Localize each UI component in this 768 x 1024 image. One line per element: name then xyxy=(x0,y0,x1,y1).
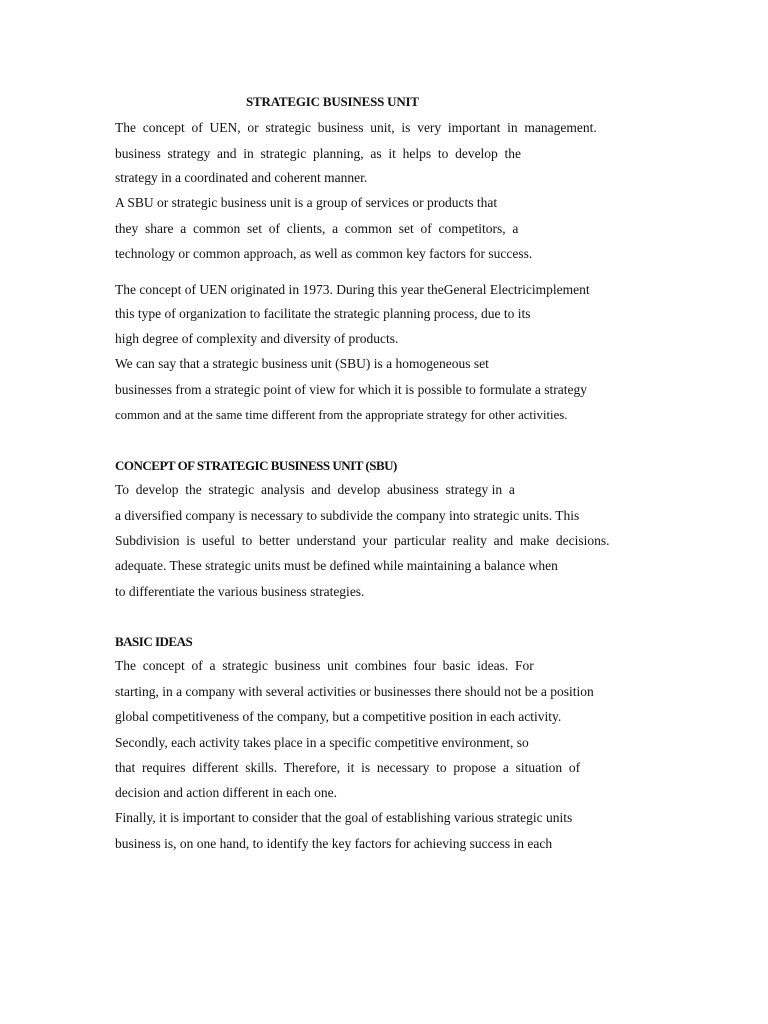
concept-line: adequate. These strategic units must be defined while maintaining a balance when xyxy=(115,558,558,573)
basic-line: global competitiveness of the company, but a competitive position in each activity. xyxy=(115,709,562,724)
section-heading-concept: CONCEPT OF STRATEGIC BUSINESS UNIT (SBU) xyxy=(115,458,397,473)
concept-line: Subdivision is useful to better understand your particular reality and make decisions. xyxy=(115,533,610,548)
intro-line: strategy in a coordinated and coherent manner. xyxy=(115,170,368,185)
origin-line: We can say that a strategic business unit (SBU) is a homogeneous set xyxy=(115,356,489,371)
basic-line: business is, on one hand, to identify the key factors for achieving success in each xyxy=(115,836,553,851)
page-title: STRATEGIC BUSINESS UNIT xyxy=(246,94,419,109)
intro-line: The concept of UEN, or strategic business unit, is very important in management. xyxy=(115,120,597,135)
basic-line: Secondly, each activity takes place in a specific competitive environment, so xyxy=(115,735,529,750)
concept-line: To develop the strategic analysis and develop abusiness strategy in a xyxy=(115,482,515,497)
basic-line: that requires different skills. Therefore, it is necessary to propose a situation of xyxy=(115,760,581,775)
concept-line: a diversified company is necessary to subdivide the company into strategic units. This xyxy=(115,508,580,523)
basic-line: decision and action different in each one. xyxy=(115,785,338,800)
origin-line: businesses from a strategic point of view for which it is possible to formulate a strategy xyxy=(115,382,588,397)
origin-line: common and at the same time different from the appropriate strategy for other activities. xyxy=(115,408,568,422)
intro-line: A SBU or strategic business unit is a group of services or products that xyxy=(115,195,498,210)
intro-line: business strategy and in strategic planning, as it helps to develop the xyxy=(115,146,522,161)
basic-line: Finally, it is important to consider that the goal of establishing various strategic units xyxy=(115,810,573,825)
section-heading-basic-ideas: BASIC IDEAS xyxy=(115,634,193,649)
basic-line: The concept of a strategic business unit combines four basic ideas. For xyxy=(115,658,534,673)
intro-line: they share a common set of clients, a common set of competitors, a xyxy=(115,221,519,236)
origin-line: high degree of complexity and diversity of products. xyxy=(115,331,399,346)
concept-line: to differentiate the various business strategies. xyxy=(115,584,365,599)
origin-line: The concept of UEN originated in 1973. During this year theGeneral Electricimplement xyxy=(115,282,590,297)
intro-line: technology or common approach, as well as common key factors for success. xyxy=(115,246,533,261)
basic-line: starting, in a company with several activities or businesses there should not be a position xyxy=(115,684,594,699)
origin-line: this type of organization to facilitate the strategic planning process, due to its xyxy=(115,306,531,321)
